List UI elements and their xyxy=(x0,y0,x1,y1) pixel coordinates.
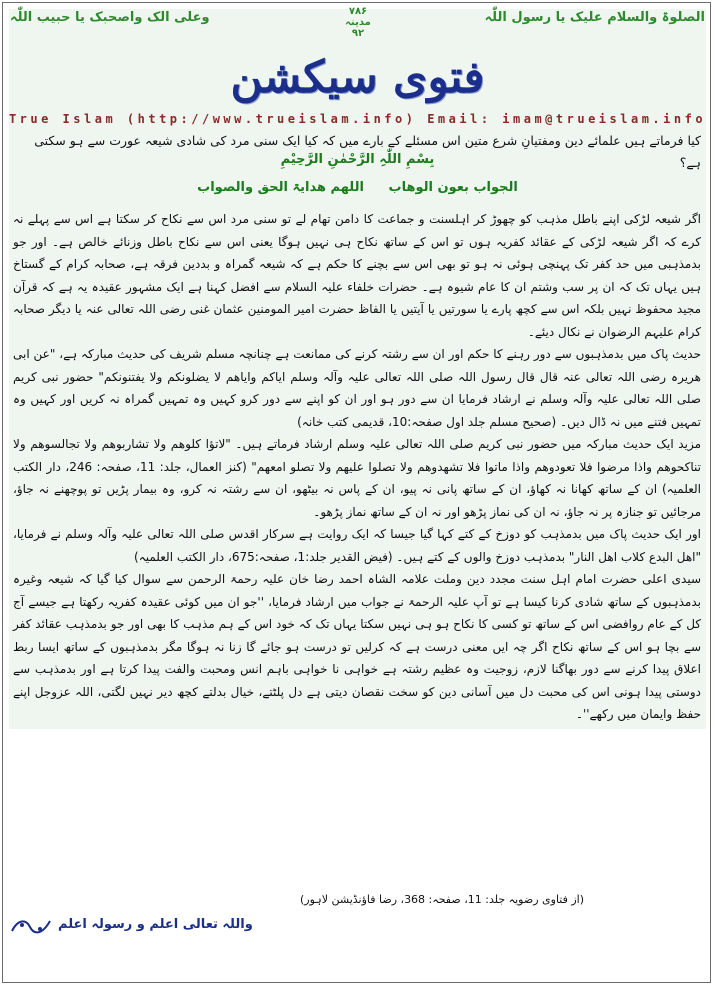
paragraph-5: سیدی اعلی حضرت امام اہل سنت مجدد دین وملت علامہ الشاہ احمد رضا خان علیہ رحمۃ الرحمن سے سوال کیا گیا کہ شیعہ وغیرہ بدمذہبوں کے ساتھ شادی کرنا کیسا ہے تو آپ علیہ الرحمۃ نے جواب میں ارشاد فرمایا، ''جو ان میں کوئی عقیدہ کفریہ رکھتا ہے جیسے آج کل کے عام روافضی اس کے ساتھ تو کسی کا نکاح ہو ہی نہیں سکتا یہاں تک کہ خود اس کے ہم مذہب کا بھی اور جو بدمذہب عقائد کفر سے بچا ہو اس کے ساتھ نکاح اگر چہ ایں معنی درست ہے کہ کرلیں تو درست ہو جائے گا زنا نہ ہوگا مگر بدمذہبوں کے ساتھ ایسا ربط اعلاق پیدا کرنے سے دور بھاگنا لازم، زوجیت وہ عظیم رشتہ ہے خواہی نا خواہی باہم انس ومحبت والفت پیدا کرتا ہے اور بدمذہب سے دوستی پیدا ہونی اس کی محبت دل میں آسانی دین کو سخت نقصان دیتی ہے دل پلٹتے، خیال بدلتے کچھ دیر نہیں لگتی، اللہ عزوجل اپنے حفظ وایمان میں رکھے''۔ xyxy=(13,572,701,721)
answer-body xyxy=(13,208,701,726)
answer-heading-part1: الجواب بعون الوھاب xyxy=(388,180,518,195)
closing-signature: واللہ تعالی اعلم و رسولہ اعلم xyxy=(58,917,253,932)
answer-heading xyxy=(0,180,715,195)
numeral-madina: مدینہ xyxy=(345,17,371,28)
paragraph-3: مزید ایک حدیث مبارکہ میں حضور نبی کریم صلی اللہ تعالی علیہ وسلم ارشاد فرماتے ہیں۔ "لاتؤا کلوھم ولا تشاربوھم ولا تجالسوھم ولا تناکحوھم واذا مرضوا فلا تعودوھم واذا ماتوا فلا تشھدوھم ولا تصلوا علیھم ولا تصلو امعھم" (کنز العمال، جلد: 11، صفحہ: 246، دار الکتب العلمیہ) ان کے ساتھ کھانا نہ کھاؤ، ان کے ساتھ پانی نہ پیو، ان کے پاس نہ بیٹھو، ان سے رشتہ نہ کرو، وہ بیمار پڑیں تو پوچھنے نہ جاؤ، مرجائیں تو جنازہ پر نہ جاؤ، نہ ان کی نماز پڑھو اور نہ ان کے ساتھ نماز پڑھو۔ xyxy=(13,437,701,519)
paragraph-4: اور ایک حدیث پاک میں بدمذہب کو دوزخ کے کتے کہا گیا جیسا کہ ایک روایت ہے سرکار اقدس صلی اللہ تعالی علیہ وآلہ وسلم نے فرمایا، "اھل البدع کلاب اھل النار" بدمذہب دوزخ والوں کے کتے ہیں۔ (فیض القدیر جلد:1، صفحہ:675، دار الکتب العلمیہ) xyxy=(13,527,701,564)
page-title: فتوی سیکشن xyxy=(230,52,485,103)
answer-heading-part2: اللھم ھدایۃ الحق والصواب xyxy=(197,180,364,195)
header-salutation-right: الصلوۃ والسلام علیک یا رسول اللّٰہ xyxy=(484,10,705,25)
final-reference: (از فتاوی رضویہ جلد: 11، صفحہ: 368، رضا فاؤنڈیشن لاہور) xyxy=(300,893,585,906)
numeral-786: ۷۸۶ xyxy=(348,6,368,17)
contact-line: True Islam (http://www.trueislam.info) Email: imam@trueislam.info xyxy=(8,112,707,126)
paragraph-2: حدیث پاک میں بدمذہبوں سے دور رہنے کا حکم اور ان سے رشتہ کرنے کی ممانعت ہے چنانچہ مسلم شریف کی حدیث مبارکہ ہے، "عن ابی هریرہ رضی اللہ تعالی عنہ قال قال رسول اللہ صلی اللہ تعالی علیہ وآلہ وسلم ایاکم وایاھم لا یضلونکم ولا یفتنونکم" حضور نبی کریم صلی اللہ تعالی علیہ وآلہ وسلم نے ارشاد فرمایا ان سے دور ہو اور ان کو اپنے سے دور کرو کہیں وہ تمہیں گمراہ نہ کریں اور کہیں وہ تمہیں فتنے میں نہ ڈال دیں۔ (صحیح مسلم جلد اول صفحہ:10، قدیمی کتب خانہ) xyxy=(13,347,701,429)
header-salutation-left: وعلی الک واصحبک یا حبیب اللّٰہ xyxy=(10,10,210,25)
header-center-numerals xyxy=(330,6,386,39)
question-text: کیا فرماتے ہیں علمائے دین ومفتیانِ شرع متین اس مسئلے کے بارے میں کہ کیا ایک سنی مرد کی شادی شیعہ عورت سے ہو سکتی ہے؟ xyxy=(34,133,701,170)
bismillah: بِسْمِ اللّٰہِ الرَّحْمٰنِ الرَّحِیْمِ xyxy=(280,152,435,167)
numeral-92: ۹۲ xyxy=(351,28,365,39)
calligraphy-seal-icon xyxy=(10,915,52,937)
paragraph-1: اگر شیعہ لڑکی اپنے باطل مذہب کو چھوڑ کر اہلسنت و جماعت کا دامن تھام لے تو سنی مرد اس سے نکاح کر سکتا ہے اس سے پہلے نہ کرے کہ اگر شیعہ لڑکی کے عقائد کفریہ ہوں تو اس کے ساتھ نکاح ہی نہیں ہوگا یعنی اس سے نکاح باطل وزنائے خالص ہے۔ اور جو بدمذہبی میں حد کفر تک پہنچی ہوئی نہ ہو تو بھی اس سے بچنے کا حکم ہے کہ شیعہ گمراہ و بددین فرقہ ہے، صحابہ کرام کے گستاخ ہیں یہاں تک کہ ان پر سب وشتم ان کا عام شیوہ ہے۔ حضرات خلفاء علیہ السلام سے افضل کہنا ہے ایک مشہور عقیدہ یہ ہے کہ قرآن مجید محفوظ نہیں بلکہ اس سے کچھ پارے یا سورتیں یا آیتیں یا الفاظ حضرت امیر المومنین عثمان غنی رضی اللہ تعالی عنہ یا دیگر صحابہ کرام علیہم الرضوان نے نکال دیئے۔ xyxy=(13,212,701,339)
